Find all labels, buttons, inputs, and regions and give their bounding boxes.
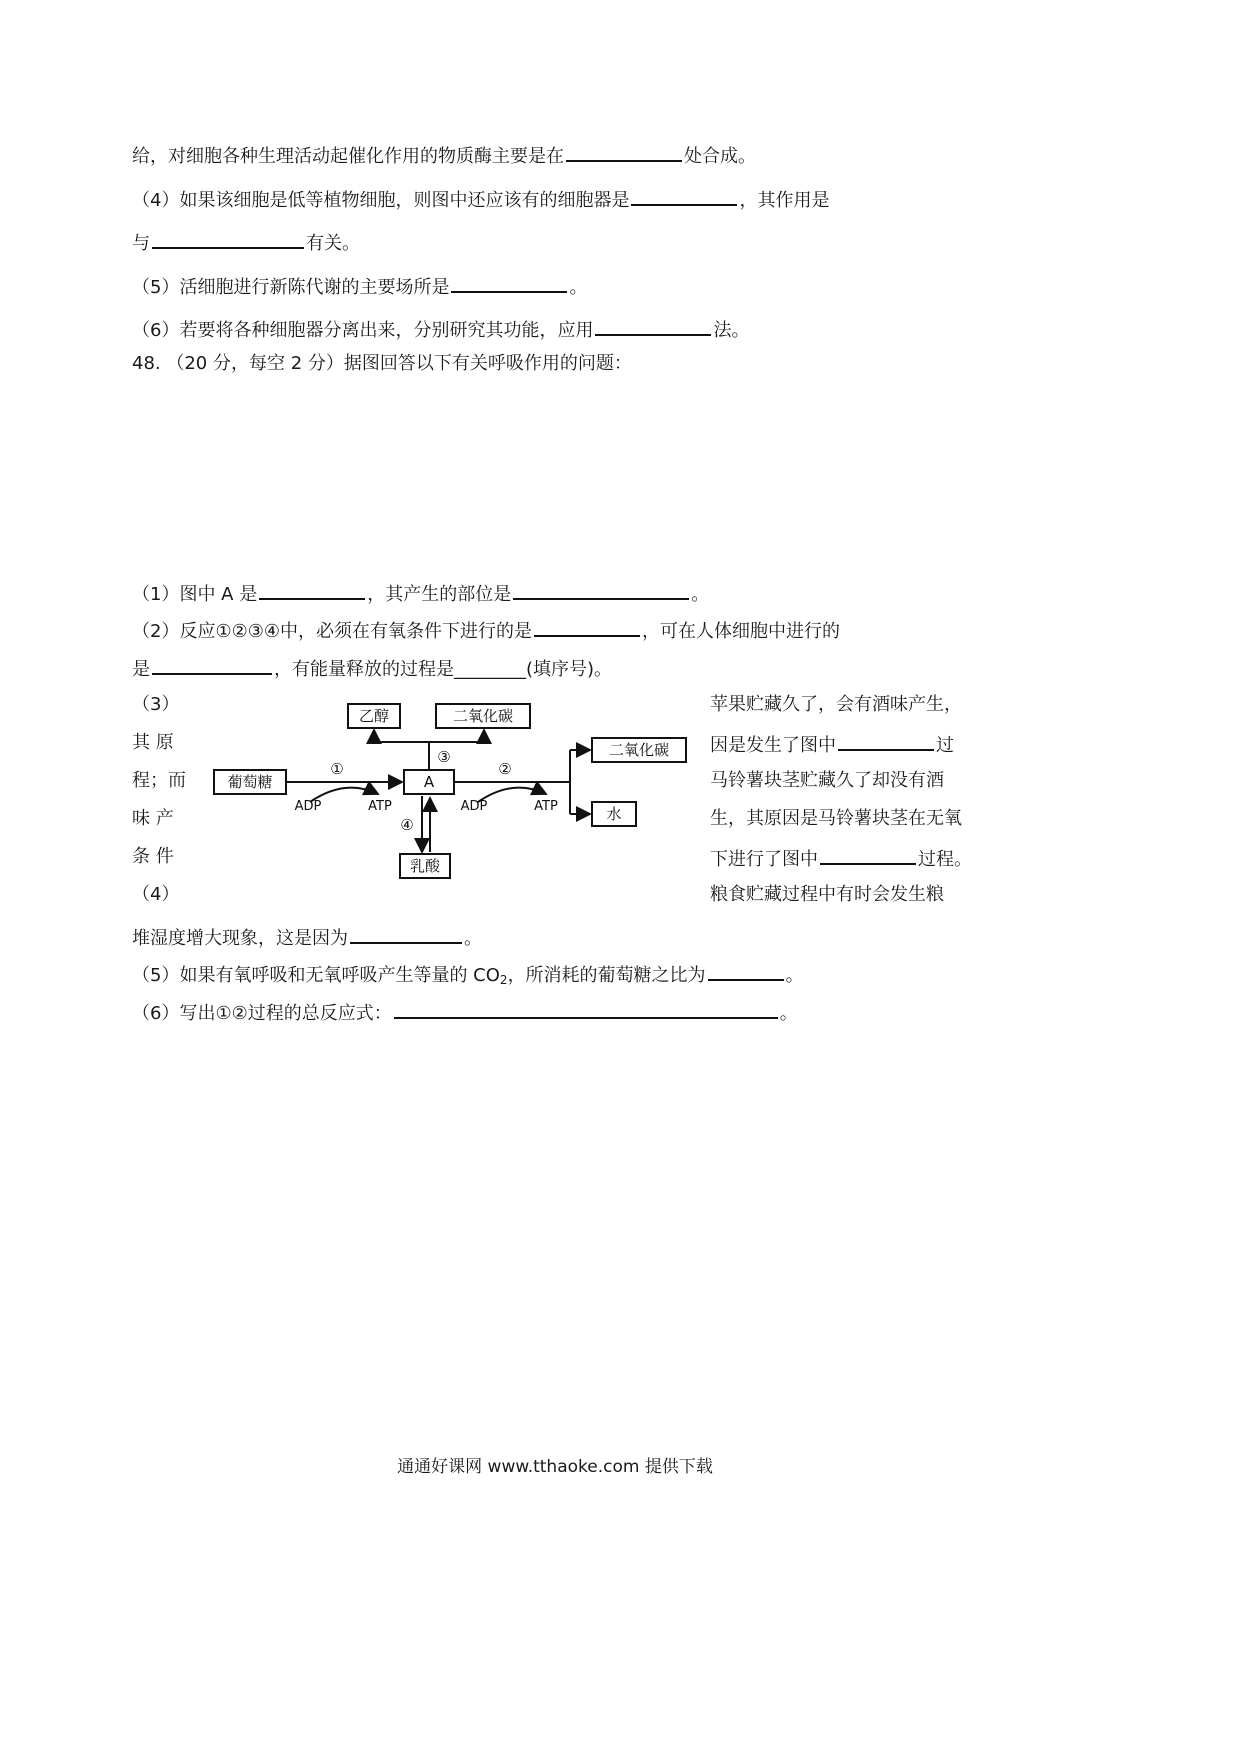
text: 因是发生了图中: [710, 735, 836, 756]
step3-label: ③: [437, 748, 451, 766]
text: 有关。: [306, 233, 360, 254]
q48-part2-line1: [132, 617, 840, 644]
step2-label: ②: [498, 760, 512, 778]
p3-right-6: 粮食贮藏过程中有时会发生粮: [710, 884, 944, 905]
answer-blank[interactable]: [350, 924, 462, 944]
answer-blank[interactable]: [595, 316, 711, 336]
prev-q4-line-2: [132, 229, 360, 256]
a-label: A: [423, 773, 435, 791]
text: 是: [132, 659, 150, 680]
text: 过: [936, 735, 954, 756]
answer-blank[interactable]: [451, 273, 567, 293]
p3-left-5: 条 件: [132, 846, 174, 867]
answer-blank[interactable]: [259, 580, 365, 600]
text: ，所消耗的葡萄糖之比为: [507, 965, 706, 986]
p3-left-2: 其 原: [132, 732, 174, 753]
text: 处合成。: [684, 146, 756, 167]
text: 。: [691, 584, 710, 605]
answer-blank[interactable]: [152, 655, 272, 675]
q48-part1: [132, 580, 709, 607]
prev-q5: [132, 273, 587, 300]
text: （1）图中 A 是: [132, 584, 258, 605]
p3-right-4: 生，其原因是马铃薯块茎在无氧: [710, 808, 962, 829]
text: 给，对细胞各种生理活动起催化作用的物质酶主要是在: [132, 146, 564, 167]
adp1-label: ADP: [294, 799, 322, 814]
text: ，可在人体细胞中进行的: [642, 621, 840, 642]
lactic-label: 乳酸: [409, 857, 441, 875]
co2-top-label: 二氧化碳: [452, 707, 514, 725]
text: 法。: [713, 320, 750, 341]
p3-left-1: （3）: [132, 694, 180, 715]
text: （2）反应①②③④中，必须在有氧条件下进行的是: [132, 621, 532, 642]
adp2-label: ADP: [460, 799, 488, 814]
answer-blank[interactable]: [566, 142, 682, 162]
answer-blank[interactable]: [152, 229, 304, 249]
text: 。: [779, 1003, 798, 1024]
step4-label: ④: [400, 816, 414, 834]
answer-blank[interactable]: [708, 961, 784, 981]
prev-q4-line-1: [132, 186, 829, 213]
q48-part6: [132, 999, 798, 1026]
water-label: 水: [606, 805, 622, 823]
p3-right-3: 马铃薯块茎贮藏久了却没有酒: [710, 770, 944, 791]
text: （4）如果该细胞是低等植物细胞，则图中还应该有的细胞器是: [132, 190, 630, 211]
answer-blank[interactable]: [631, 186, 737, 206]
answer-blank[interactable]: [534, 617, 640, 637]
answer-blank[interactable]: [838, 731, 934, 751]
q48-part2-line2: [132, 655, 612, 682]
prev-line-1: [132, 142, 756, 169]
text: ，其作用是: [739, 190, 830, 211]
text: 。: [464, 928, 482, 949]
atp1-label: ATP: [368, 799, 392, 814]
subscript: 2: [499, 973, 508, 987]
answer-blank[interactable]: [394, 999, 778, 1019]
text: （5）如果有氧呼吸和无氧呼吸产生等量的 CO: [132, 965, 500, 986]
text: 堆湿度增大现象，这是因为: [132, 928, 348, 949]
text: 。: [569, 277, 588, 298]
text: 与: [132, 233, 150, 254]
p3-left-3: 程；而: [132, 770, 186, 791]
q48-header: 48. （20 分，每空 2 分）据图回答以下有关呼吸作用的问题：: [132, 353, 632, 374]
ethanol-label: 乙醇: [358, 707, 390, 725]
p3-left-6: （4）: [132, 884, 180, 905]
answer-blank[interactable]: [513, 580, 689, 600]
respiration-diagram: [200, 690, 700, 885]
glucose-label: 葡萄糖: [227, 773, 273, 791]
text: （6）若要将各种细胞器分离出来，分别研究其功能，应用: [132, 320, 594, 341]
p3-right-5: [710, 845, 972, 872]
text: （5）活细胞进行新陈代谢的主要场所是: [132, 277, 450, 298]
text: 下进行了图中: [710, 849, 818, 870]
step1-label: ①: [330, 760, 344, 778]
p3-right-1: 苹果贮藏久了，会有酒味产生，: [710, 694, 962, 715]
page-footer: 通通好课网 www.tthaoke.com 提供下载: [397, 1457, 713, 1477]
p3-left-4: 味 产: [132, 808, 174, 829]
atp2-label: ATP: [534, 799, 558, 814]
q48-part4-cont: [132, 924, 482, 951]
answer-blank[interactable]: [820, 845, 916, 865]
text: ，其产生的部位是: [367, 584, 512, 605]
text: ，有能量释放的过程是________(填序号)。: [274, 659, 613, 680]
p3-right-2: [710, 731, 954, 758]
text: （6）写出①②过程的总反应式：: [132, 1003, 392, 1024]
prev-q6: [132, 316, 749, 343]
text: 过程。: [918, 849, 972, 870]
co2-right-label: 二氧化碳: [608, 741, 670, 759]
q48-part5: [132, 961, 804, 992]
text: 。: [785, 965, 804, 986]
